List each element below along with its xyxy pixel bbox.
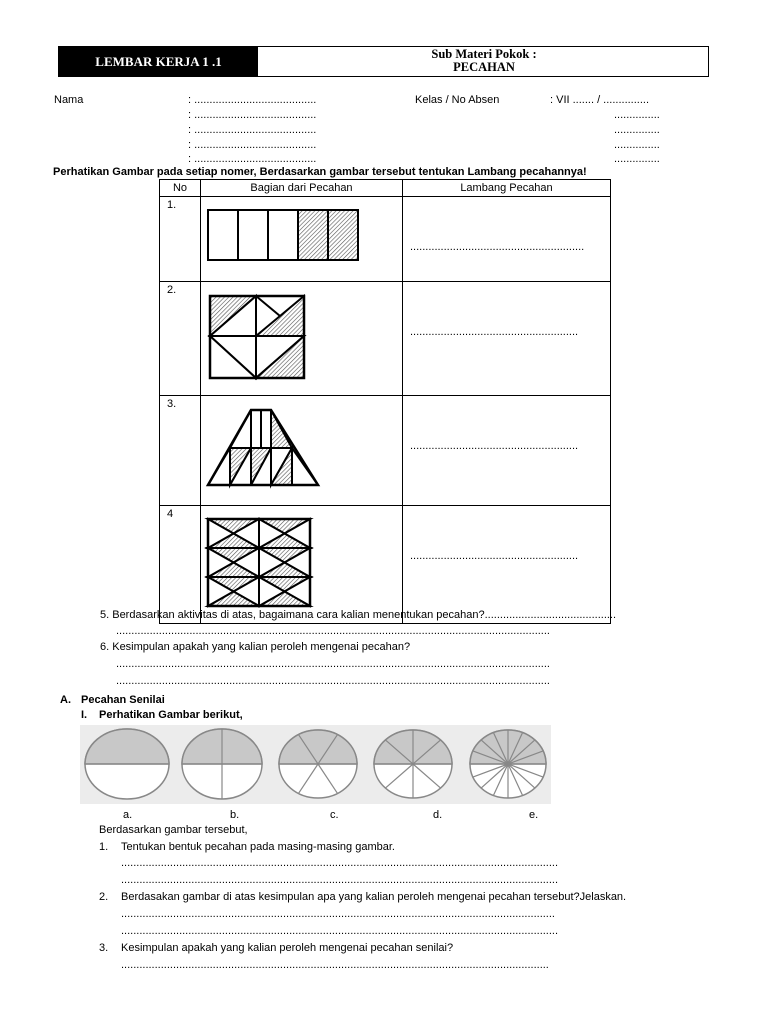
x-grid-figure — [201, 506, 402, 620]
question-text: Tentukan bentuk pecahan pada masing-masing gambar. — [121, 841, 395, 853]
x-cell — [208, 577, 259, 606]
answer-line[interactable]: .............................................................................................................................................. — [116, 658, 550, 670]
answer-cell[interactable] — [403, 506, 611, 624]
x-cell — [208, 548, 259, 577]
name-line[interactable]: : ........................................ — [188, 139, 317, 151]
col-no-header: No — [160, 180, 201, 197]
answer-line[interactable]: .............................................................................................................................................. — [121, 908, 555, 920]
absen-line[interactable]: ............... — [614, 109, 660, 121]
figure-cell — [201, 197, 403, 282]
name-line[interactable]: : ........................................ — [188, 153, 317, 165]
question-number: 2. — [99, 891, 109, 903]
answer-line[interactable]: ............................................................................................................................................... — [121, 874, 559, 886]
question-5: 5. Berdasarkan aktivitas di atas, bagaimana cara kalian menentukan pecahan?........................................... — [100, 609, 617, 621]
answer-cell[interactable] — [403, 282, 611, 396]
x-cell — [208, 519, 259, 548]
section-title: Pecahan Senilai — [81, 694, 165, 706]
question-number: 1. — [99, 841, 109, 853]
sub-roman: I. — [81, 709, 88, 721]
question-text: Berdasakan gambar di atas kesimpulan apa yang kalian peroleh mengenai pecahan tersebut?Jelaskan. — [121, 891, 627, 903]
pie-b — [182, 729, 262, 799]
question-text: Kesimpulan apakah yang kalian peroleh mengenai pecahan senilai? — [121, 942, 454, 954]
class-label: Kelas / No Absen — [415, 94, 500, 106]
table-row — [160, 197, 611, 282]
answer-line[interactable]: .............................................................................................................................................. — [116, 625, 550, 637]
pie-c — [279, 730, 357, 798]
pie-a — [85, 729, 169, 799]
table-row — [160, 396, 611, 506]
absen-line[interactable]: ............... — [614, 124, 660, 136]
answer-line[interactable]: ....................................................... — [410, 440, 579, 452]
answer-line[interactable]: ......................................................... — [410, 241, 585, 253]
table-header-row — [160, 180, 611, 197]
answer-cell[interactable] — [403, 197, 611, 282]
answer-line[interactable]: ............................................................................................................................................ — [121, 959, 549, 971]
answer-line[interactable]: ............................................................................................................................................... — [121, 925, 559, 937]
sub-title: Perhatikan Gambar berikut, — [99, 709, 243, 721]
triangle-square-figure — [201, 282, 402, 392]
question-number: 3. — [99, 942, 109, 954]
x-cell — [259, 548, 310, 577]
name-line[interactable]: : ........................................ — [188, 94, 317, 106]
intro-text: Berdasarkan gambar tersebut, — [99, 824, 248, 836]
question-6: 6. Kesimpulan apakah yang kalian peroleh mengenai pecahan? — [100, 641, 411, 653]
fraction-table — [159, 179, 611, 624]
pie-label: b. — [230, 809, 240, 821]
x-cell — [259, 519, 310, 548]
row-number: 2. — [160, 282, 201, 396]
table-row — [160, 282, 611, 396]
pie-e — [470, 730, 546, 798]
pie-figures — [80, 725, 551, 804]
col-part-header: Bagian dari Pecahan — [201, 180, 403, 197]
trapezoid-figure — [201, 396, 402, 502]
sub-topic-label: Sub Materi Pokok : — [431, 47, 537, 61]
class-value[interactable]: : VII ....... / ............... — [550, 94, 650, 106]
answer-line[interactable]: ............................................................................................................................................... — [121, 857, 559, 869]
absen-line[interactable]: ............... — [614, 139, 660, 151]
pie-label: d. — [433, 809, 443, 821]
answer-line[interactable]: ....................................................... — [410, 326, 579, 338]
pie-label: e. — [529, 809, 539, 821]
sub-topic-value: PECAHAN — [453, 60, 515, 74]
pie-d — [374, 730, 452, 798]
figure-cell — [201, 282, 403, 396]
x-cell — [259, 577, 310, 606]
name-label: Nama — [54, 94, 84, 106]
sub-topic — [260, 47, 708, 77]
answer-line[interactable]: ....................................................... — [410, 550, 579, 562]
absen-line[interactable]: ............... — [614, 153, 660, 165]
pie-label: a. — [123, 809, 133, 821]
col-symbol-header: Lambang Pecahan — [403, 180, 611, 197]
section-letter: A. — [60, 694, 71, 706]
row-number: 1. — [160, 197, 201, 282]
figure-cell — [201, 506, 403, 624]
pie-label: c. — [330, 809, 339, 821]
answer-cell[interactable] — [403, 396, 611, 506]
name-line[interactable]: : ........................................ — [188, 109, 317, 121]
name-line[interactable]: : ........................................ — [188, 124, 317, 136]
worksheet-title: LEMBAR KERJA 1 .1 — [59, 47, 258, 76]
instruction: Perhatikan Gambar pada setiap nomer, Berdasarkan gambar tersebut tentukan Lambang pecahannya! — [53, 166, 587, 178]
rectangle-fifths-figure — [201, 197, 402, 278]
figure-cell — [201, 396, 403, 506]
row-number: 4 — [160, 506, 201, 624]
table-row — [160, 506, 611, 624]
answer-line[interactable]: .............................................................................................................................................. — [116, 675, 550, 687]
row-number: 3. — [160, 396, 201, 506]
